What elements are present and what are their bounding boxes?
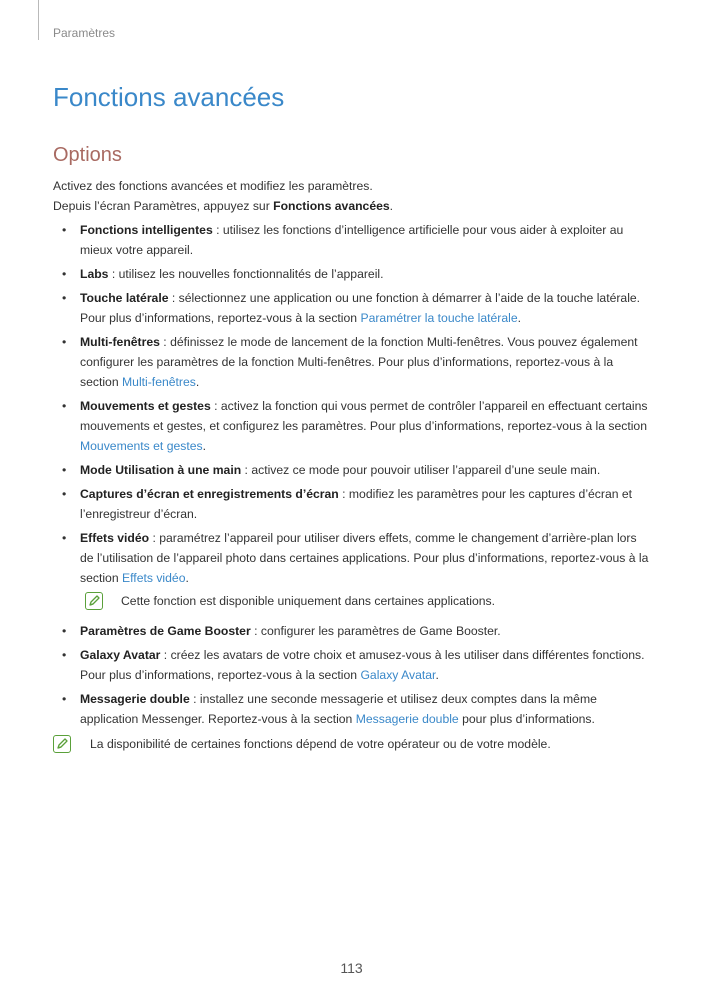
instruction-text: Depuis l’écran Paramètres, appuyez sur [53,199,274,213]
bullet: • [62,463,67,477]
list-item [53,484,653,524]
note-pencil-icon [85,592,103,610]
list-item [53,264,653,284]
note-pencil-icon [53,735,71,753]
item-text: : paramétrez l’appareil pour utiliser divers effets, comme le changement d’arrière-plan lors de l’utilisation de l’appareil photo dans certaines applications. Pour plus d’informations, reportez-vous à la section [80,531,649,585]
instruction-paragraph [53,196,653,216]
list-item [53,645,653,685]
item-text: : activez ce mode pour pouvoir utiliser l’appareil d’une seule main. [241,463,601,477]
item-text: : configurer les paramètres de Game Booster. [250,624,501,638]
list-item [53,460,653,480]
item-term: Touche latérale [80,291,169,305]
list-item [53,332,653,392]
intro-paragraph: Activez des fonctions avancées et modifiez les paramètres. [53,179,373,193]
item-text: : créez les avatars de votre choix et amusez-vous à les utiliser dans différentes fonctions. Pour plus d’informations, reportez-vous à la section [80,648,645,682]
bullet: • [62,692,67,706]
bullet: • [62,399,67,413]
item-text: : sélectionnez une application ou une fonction à démarrer à l’aide de la touche latérale. Pour plus d’informations, reportez-vous à la section [80,291,641,325]
item-term: Mode Utilisation à une main [80,463,242,477]
note-text: La disponibilité de certaines fonctions dépend de votre opérateur ou de votre modèle. [90,737,551,751]
item-term: Captures d’écran et enregistrements d’écran [80,487,339,501]
list-item [53,220,653,260]
running-head: Paramètres [53,26,116,40]
section-link[interactable]: Galaxy Avatar [360,668,436,682]
item-term: Messagerie double [80,692,190,706]
options-list-continued [53,621,653,729]
list-item [53,288,653,328]
bullet: • [62,624,67,638]
section-link[interactable]: Mouvements et gestes [80,439,203,453]
bullet: • [62,291,67,305]
item-text: : installez une seconde messagerie et utilisez deux comptes dans la même application Messenger. Reportez-vous à la section [80,692,597,726]
item-text: : utilisez les nouvelles fonctionnalités de l’appareil. [108,267,384,281]
item-text: : modifiez les paramètres pour les captures d’écran et l’enregistreur d’écran. [80,487,633,521]
list-item [53,621,653,641]
item-term: Galaxy Avatar [80,648,161,662]
item-text-end: . [185,571,189,585]
availability-note [53,735,653,754]
list-item [53,396,653,456]
item-term: Multi-fenêtres [80,335,160,349]
bullet: • [62,648,67,662]
section-title: Options [53,144,122,166]
item-text-end: pour plus d’informations. [458,712,595,726]
bullet: • [62,335,67,349]
section-link[interactable]: Messagerie double [355,712,459,726]
item-term: Fonctions intelligentes [80,223,213,237]
bullet: • [62,487,67,501]
list-item [53,689,653,729]
item-text-end: . [517,311,522,325]
list-item [53,528,653,588]
section-link[interactable]: Multi-fenêtres [122,375,196,389]
instruction-end: . [389,199,394,213]
page-number: 113 [340,960,363,976]
video-effects-note [85,592,653,611]
item-term: Effets vidéo [80,531,150,545]
options-list [53,220,653,588]
section-link[interactable]: Paramétrer la touche latérale [360,311,518,325]
item-term: Paramètres de Game Booster [80,624,251,638]
bullet: • [62,223,67,237]
item-text-end: . [202,439,207,453]
item-text: : utilisez les fonctions d’intelligence artificielle pour vous aider à exploiter au mieux votre appareil. [80,223,624,257]
content-body [53,176,653,764]
page-title: Fonctions avancées [53,82,285,112]
item-term: Mouvements et gestes [80,399,211,413]
bullet: • [62,531,67,545]
menu-path-bold: Fonctions avancées [273,199,390,213]
header-divider [38,0,39,40]
item-text: : activez la fonction qui vous permet de contrôler l’appareil en effectuant certains mouvements et gestes, et configurez les paramètres. Pour plus d’informations, reportez-vous à la section [80,399,648,433]
item-term: Labs [80,267,109,281]
note-text: Cette fonction est disponible uniquement dans certaines applications. [121,594,495,608]
bullet: • [62,267,67,281]
item-text: : définissez le mode de lancement de la fonction Multi-fenêtres. Vous pouvez également configurer les paramètres de la fonction Multi-fenêtres. Pour plus d’informations, reportez-vous à la section [80,335,638,389]
item-text-end: . [435,668,439,682]
section-link[interactable]: Effets vidéo [122,571,186,585]
item-text-end: . [195,375,200,389]
